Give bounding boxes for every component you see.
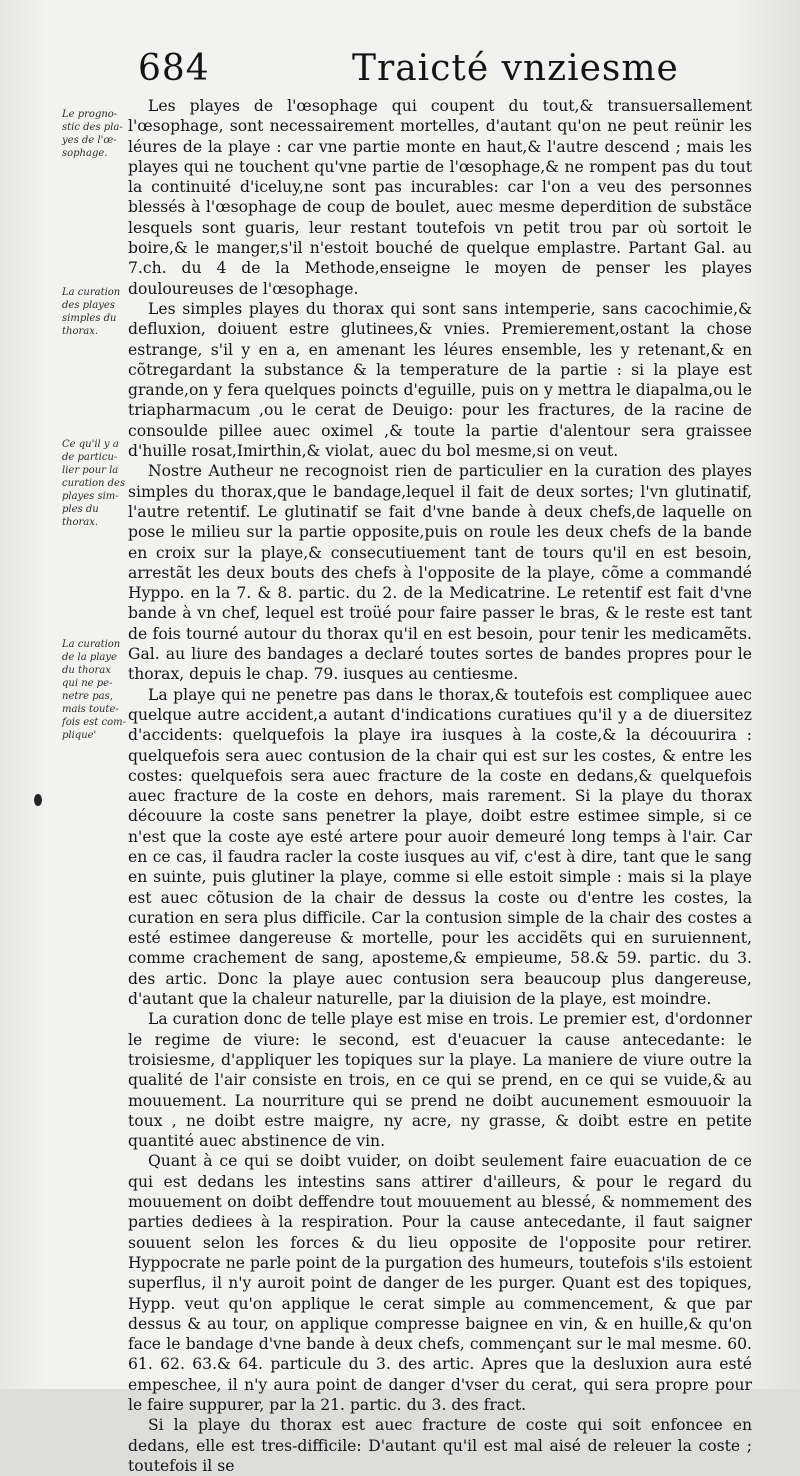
- paragraph-simple-thorax: Les simples playes du thorax qui sont sans intemperie, sans cacochimie,& defluxion, doiuent estre glutinees,& vnies. Premierement,ostant la chose estrange, s'il y en a, en amenant les léures ensemble, les y retenant,& en cõtregardant la substance & la temperature de la partie : si la playe est grande,on y fera quelques poincts d'eguille, puis on y mettra le diapalma,ou le triapharmacum ,ou le cerat de Deuigo: pour les fractures, de la racine de consoulde pillee auec oximel ,& toute la partie d'alentour sera graissee d'huille rosat,Imirthin,& violat, auec du bol mesme,si on veut.: [128, 299, 752, 461]
- paragraph-rib-fracture: Si la playe du thorax est auec fracture de coste qui soit enfoncee en dedans, elle est tres-difficile: D'autant qu'il est mal aisé de releuer la coste ; toutefois il se: [128, 1416, 752, 1475]
- paragraph-oesophagus: Les playes de l'œsophage qui coupent du tout,& transuersallement l'œsophage, sont necessairement mortelles, d'autant qu'on ne peut reünir les léures de la playe : car vne partie monte en haut,& l'autre descend ; mais les playes qui ne touchent qu'vne partie de l'œsophage,& ne rompent pas du tout la continuité d'iceluy,ne sont pas incurables: car l'on a veu des personnes blessés à l'œsophage de coup de boulet, auec mesme deperdition de substãce lesquels sont guaris, leur restant toutefois vn petit trou par où sortoit le boire,& le manger,s'il n'estoit bouché de quelque emplastre. Partant Gal. au 7.ch. du 4 de la Methode,enseigne le moyen de penser les playes douloureuses de l'œsophage.: [128, 97, 752, 298]
- page-header: [0, 48, 800, 94]
- margin-note-prognosis: Le progno- stic des pla- yes de l'œ- sophage.: [62, 109, 123, 159]
- main-text: [128, 96, 752, 1476]
- running-title: Traicté vnziesme: [352, 48, 679, 89]
- paragraph-evacuation: Quant à ce qui se doibt vuider, on doibt seulement faire euacuation de ce qui est dedans les intestins sans attirer d'ailleurs, & pour le regard du mouuement on doibt deffendre tout mouuement au blessé, & nommement des parties dediees à la respiration. Pour la cause antecedante, il faut saigner souuent selon les forces & du lieu opposite de l'opposite pour retirer. Hyppocrate ne parle point de la purgation des humeurs, toutefois s'ils estoient superflus, il n'y auroit point de danger de les purger. Quant est des topiques, Hypp. veut qu'on applique le cerat simple au commencement, & que par dessus & au tour, on applique compresse baignee en vin, & en huille,& qu'on face le bandage d'vne bande à deux chefs, commençant sur le mal mesme. 60. 61. 62. 63.& 64. particule du 3. des artic. Apres que la desluxion aura esté empeschee, il n'y aura point de danger d'vser du cerat, qui sera propre pour le faire suppurer, par la 21. partic. du 3. des fract.: [128, 1152, 752, 1414]
- margin-note-complicated: La curation de la playe du thorax qui ne pe- netre pas, mais toute- fois est com- plique': [62, 639, 126, 741]
- margin-note-simple-wounds: La curation des playes simples du thorax.: [62, 287, 121, 337]
- ink-stain: [34, 794, 42, 806]
- margin-note-particulars: Ce qu'il y a de particu- lier pour la curation des playes sim- ples du thorax.: [62, 439, 126, 528]
- paragraph-regimen: La curation donc de telle playe est mise en trois. Le premier est, d'ordonner le regime de viure: le second, est d'euacuer la cause antecedante: le troisiesme, d'appliquer les topiques sur la playe. La maniere de viure outre la qualité de l'air consiste en trois, en ce qui se prend, en ce qui se vuide,& au mouuement. La nourriture qui se prend ne doibt aucunement esmouuoir la toux , ne doibt estre maigre, ny acre, ny grasse, & doibt estre en petite quantité auec abstinence de vin.: [128, 1010, 752, 1151]
- paragraph-non-penetrating: La playe qui ne penetre pas dans le thorax,& toutefois est compliquee auec quelque autre accident,a autant d'indications curatiues qu'il y a de diuersitez d'accidents: quelquefois la playe ira iusques à la coste,& la découurira : quelquefois sera auec contusion de la chair qui est sur les costes, & entre les costes: quelquefois sera auec fracture de la coste en dedans,& quelquefois auec fracture de la coste en dehors, mais rarement. Si la playe du thorax découure la coste sans penetrer la playe, doibt estre estimee simple, si ce n'est que la coste aye esté artere pour auoir demeuré long temps à l'air. Car en ce cas, il faudra racler la coste iusques au vif, c'est à dire, tant que le sang en suinte, puis glutiner la playe, comme si elle estoit simple : mais si la playe est auec cõtusion de la chair de dessus la coste ou d'entre les costes, la curation en sera plus difficile. Car la contusion simple de la chair des costes a esté estimee dangereuse & mortelle, pour les accidẽts qui en suruiennent, comme crachement de sang, aposteme,& empieume, 58.& 59. partic. du 3. des artic. Donc la playe auec contusion sera beaucoup plus dangereuse, d'autant que la chaleur naturelle, par la diuision de la playe, est moindre.: [128, 685, 752, 1009]
- paragraph-bandage: Nostre Autheur ne recognoist rien de particulier en la curation des playes simples du thorax,que le bandage,lequel il fait de deux sortes; l'vn glutinatif, l'autre retentif. Le glutinatif se fait d'vne bande à deux chefs,de laquelle on pose le milieu sur la partie opposite,puis on roule les deux chefs de la bande en croix sur la playe,& consecutiuement tant de tours qu'il en est besoin, arrestãt les deux bouts des chefs à l'opposite de la playe, cõme a commandé Hyppo. en la 7. & 8. partic. du 2. de la Medicatrine. Le retentif est fait d'vne bande à vn chef, lequel est troüé pour faire passer le bras, & le reste est tant de fois tourné autour du thorax qu'il en est besoin, pour tenir les medicamẽts. Gal. au liure des bandages a declaré toutes sortes de bandes propres pour le thorax, depuis le chap. 79. iusques au centiesme.: [128, 462, 752, 684]
- page-number: 684: [138, 48, 210, 89]
